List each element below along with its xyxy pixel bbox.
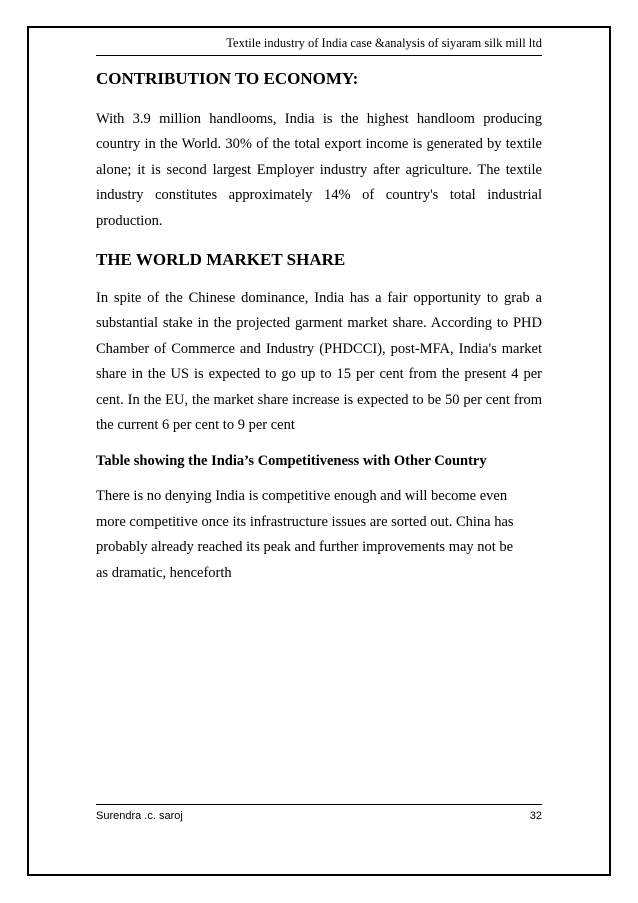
- contribution-paragraph: With 3.9 million handlooms, India is the highest handloom producing country in the World. 30% of the total export income is generated by textile alone; it is second largest Employer industry after agriculture. The textile industry constitutes approximately 14% of country's total industrial production.: [96, 111, 542, 229]
- page-body: [96, 66, 542, 586]
- footer-divider: [96, 804, 542, 805]
- running-header: Textile industry of India case &analysis of siyaram silk mill ltd: [226, 36, 542, 50]
- competitiveness-line: more competitive once its infrastructure issues are sorted out. China has: [96, 513, 514, 530]
- table-caption: Table showing the India’s Competitiveness with Other Country: [96, 453, 487, 470]
- page-number: 32: [529, 810, 542, 822]
- competitiveness-line: There is no denying India is competitive enough and will become even: [96, 488, 508, 505]
- competitiveness-line: as dramatic, henceforth: [96, 564, 232, 581]
- header-divider: [96, 55, 542, 56]
- competitiveness-line: probably already reached its peak and further improvements may not be: [96, 539, 514, 556]
- market-share-paragraph: In spite of the Chinese dominance, India has a fair opportunity to grab a substantial stake in the projected garment market share. According to PHD Chamber of Commerce and Industry (PHDCCI), post-MFA, India's market share in the US is expected to go up to 15 per cent from the present 4 per cent. In the EU, the market share increase is expected to be 50 per cent from the current 6 per cent to 9 per cent: [96, 290, 542, 434]
- market-share-heading: THE WORLD MARKET SHARE: [96, 250, 346, 270]
- contribution-heading: CONTRIBUTION TO ECONOMY:: [96, 69, 359, 88]
- competitiveness-paragraph: [96, 484, 542, 586]
- footer-author: Surendra .c. saroj: [96, 810, 183, 822]
